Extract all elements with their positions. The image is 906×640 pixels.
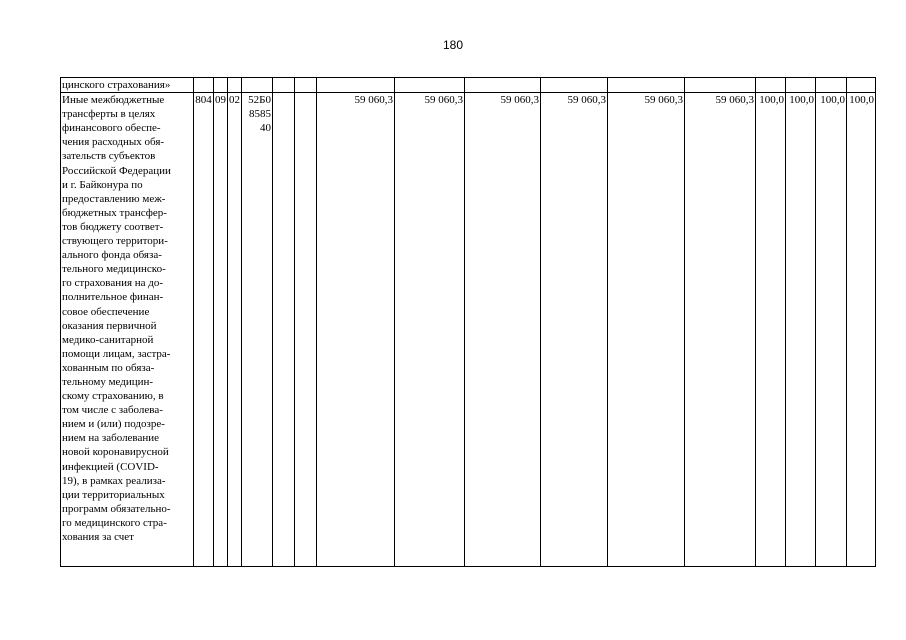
name-line: хованным по обяза- [62, 361, 155, 374]
cell-name-continuation: цинского страхования» [61, 78, 194, 93]
name-line: зательств субъектов [62, 150, 156, 163]
name-line: программ обязательно- [62, 502, 171, 515]
cell-amount: 59 060,3 [317, 93, 395, 567]
name-line: медико-санитарной [62, 333, 154, 346]
cell-empty [242, 78, 273, 93]
cell-empty [541, 78, 608, 93]
name-line: совое обеспечение [62, 305, 150, 318]
name-line: тельного медицинско- [62, 263, 166, 276]
cell-ministry-code: 804 [194, 93, 214, 567]
page-number: 180 [442, 38, 464, 52]
name-line: ции территориальных [62, 488, 165, 501]
cell-empty [395, 78, 465, 93]
name-line: Иные межбюджетные [62, 94, 165, 107]
name-line: бюджетных трансфер- [62, 206, 167, 219]
cell-percent: 100,0 [756, 93, 786, 567]
name-line: чения расходных обя- [62, 136, 165, 149]
cell-amount: 59 060,3 [465, 93, 541, 567]
name-line: и г. Байконура по [62, 178, 143, 191]
name-line: го страхования на до- [62, 277, 164, 290]
name-line: 19), в рамках реализа- [62, 474, 166, 487]
cell-percent: 100,0 [816, 93, 847, 567]
name-line: помощи лицам, застра- [62, 347, 171, 360]
cell-subsection-code: 02 [228, 93, 242, 567]
name-line: тельному медицин- [62, 375, 154, 388]
name-line: хования за счет [62, 531, 134, 543]
cell-empty [295, 78, 317, 93]
target-article-line: 8585 [249, 108, 271, 121]
cell-empty [194, 78, 214, 93]
name-line: го медицинского стра- [62, 516, 167, 529]
table-row-continuation [61, 78, 876, 93]
name-line: нием на заболевание [62, 432, 160, 445]
name-line: оказания первичной [62, 319, 157, 332]
cell-amount: 59 060,3 [608, 93, 685, 567]
cell-percent: 100,0 [847, 93, 876, 567]
name-line: финансового обеспе- [62, 122, 161, 135]
name-line: новой коронавирусной [62, 446, 169, 459]
cell-empty [214, 78, 228, 93]
cell-empty [816, 78, 847, 93]
cell-amount: 59 060,3 [395, 93, 465, 567]
cell-empty [317, 78, 395, 93]
cell-percent: 100,0 [786, 93, 816, 567]
name-line: ального фонда обяза- [62, 249, 162, 262]
name-line: ствующего территори- [62, 235, 168, 248]
cell-empty [786, 78, 816, 93]
name-line: трансферты в целях [62, 108, 156, 121]
cell-name-main [61, 93, 194, 567]
cell-section-code: 09 [214, 93, 228, 567]
target-article-line: 52Б0 [248, 94, 271, 107]
budget-table [60, 77, 876, 567]
name-line: том числе с заболева- [62, 404, 163, 417]
name-line: предоставлению меж- [62, 192, 166, 205]
cell-empty [273, 78, 295, 93]
target-article-line: 40 [260, 122, 271, 135]
cell-empty [685, 78, 756, 93]
cell-empty [847, 78, 876, 93]
cell-empty [756, 78, 786, 93]
name-line: полнительное финан- [62, 291, 164, 304]
name-line: инфекцией (COVID- [62, 460, 159, 473]
name-line: тов бюджету соответ- [62, 220, 164, 233]
cell-empty [228, 78, 242, 93]
cell-amount: 59 060,3 [685, 93, 756, 567]
cell-empty [608, 78, 685, 93]
name-line: Российской Федерации [62, 164, 171, 177]
name-line: скому страхованию, в [62, 390, 164, 403]
name-line: нием и (или) подозре- [62, 418, 165, 431]
cell-target-article [242, 93, 273, 567]
table-row-main [61, 93, 876, 567]
cell-empty [295, 93, 317, 567]
cell-amount: 59 060,3 [541, 93, 608, 567]
cell-expense-type [273, 93, 295, 567]
cell-empty [465, 78, 541, 93]
